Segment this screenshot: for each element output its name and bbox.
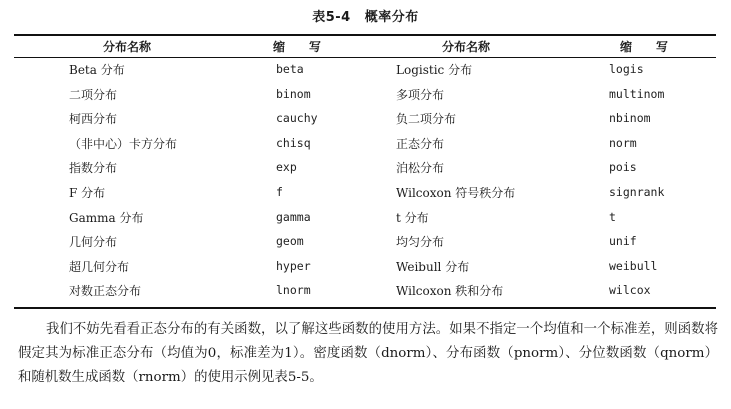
row-right-abbr: wilcox (609, 283, 651, 298)
table-top-rule (14, 34, 716, 36)
row-left-abbr: beta (276, 62, 304, 76)
row-right-abbr: nbinom (609, 111, 651, 126)
row-right-abbr: weibull (609, 258, 658, 273)
row-left-abbr: cauchy (276, 111, 318, 126)
row-left-name: （非中心）卡方分布 (69, 136, 178, 151)
row-left-name: 几何分布 (69, 235, 118, 250)
row-left-name: Beta 分布 (69, 63, 125, 77)
row-left-abbr: binom (276, 86, 311, 101)
row-left-abbr: lnorm (276, 283, 311, 298)
row-right-abbr: logis (609, 62, 644, 76)
row-left-abbr: f (276, 185, 283, 199)
row-right-name: 正态分布 (396, 136, 445, 151)
row-right-name: Weibull 分布 (396, 259, 470, 274)
row-left-name: F 分布 (69, 186, 106, 200)
table-title: 概率分布 (364, 10, 419, 25)
row-right-name: Wilcoxon 秩和分布 (396, 284, 504, 299)
table-bottom-rule (14, 307, 716, 309)
row-right-name: Logistic 分布 (396, 63, 473, 77)
row-left-abbr: gamma (276, 209, 311, 224)
table-header-rule (14, 57, 716, 58)
body-paragraph: 我们不妨先看看正态分布的有关函数，以了解这些函数的使用方法。如果不指定一个均值和一个标准差，则函数将假定其为标准正态分布（均值为0，标准差为1）。密度函数（dnorm）、分布函数（pnorm）、分位数函数（qnorm）和随机数生成函数（rnorm）的使用示例见表5-5。 (18, 322, 718, 385)
row-left-name: 对数正态分布 (69, 284, 142, 299)
row-right-name: 均匀分布 (396, 235, 445, 250)
header-left-name: 分布名称 (103, 40, 152, 54)
row-left-name: 超几何分布 (69, 259, 130, 274)
row-right-abbr: multinom (609, 86, 665, 101)
row-left-name: 指数分布 (69, 161, 118, 176)
row-left-abbr: hyper (276, 258, 311, 273)
table-number: 表5-4 (312, 10, 351, 25)
row-right-abbr: t (609, 209, 616, 224)
row-left-name: 柯西分布 (69, 112, 118, 127)
header-left-abbr: 缩 写 (273, 40, 322, 54)
row-right-name: 多项分布 (396, 87, 445, 102)
row-left-name: Gamma 分布 (69, 210, 144, 225)
table-caption (0, 6, 731, 25)
row-right-name: 泊松分布 (396, 161, 445, 176)
row-right-abbr: signrank (609, 185, 665, 199)
row-left-name: 二项分布 (69, 87, 118, 102)
row-right-abbr: norm (609, 135, 637, 150)
header-right-abbr: 缩 写 (620, 40, 669, 54)
row-right-name: Wilcoxon 符号秩分布 (396, 186, 516, 200)
row-left-abbr: chisq (276, 135, 311, 150)
header-right-name: 分布名称 (442, 40, 491, 54)
row-left-abbr: geom (276, 234, 304, 249)
row-left-abbr: exp (276, 160, 297, 175)
row-right-abbr: unif (609, 234, 637, 249)
row-right-abbr: pois (609, 160, 637, 175)
row-right-name: t 分布 (396, 210, 429, 225)
row-right-name: 负二项分布 (396, 112, 457, 127)
